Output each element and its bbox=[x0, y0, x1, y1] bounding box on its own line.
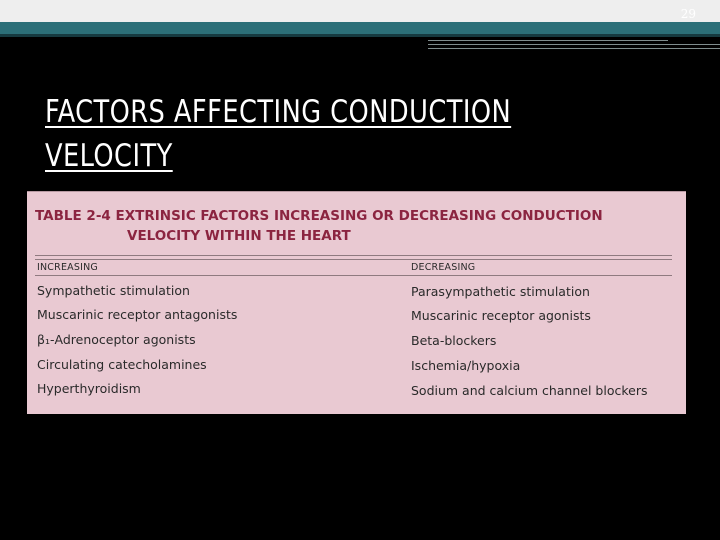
table-top-rule-2 bbox=[35, 259, 672, 260]
decreasing-item: Muscarinic receptor agonists bbox=[411, 308, 591, 323]
top-accent-lines bbox=[428, 38, 720, 50]
decreasing-item: Parasympathetic stimulation bbox=[411, 284, 590, 299]
increasing-item: Circulating catecholamines bbox=[37, 357, 207, 372]
column-header-increasing: INCREASING bbox=[37, 262, 98, 273]
table-header-rule bbox=[35, 275, 672, 276]
top-band-dark bbox=[0, 34, 720, 37]
increasing-item: Hyperthyroidism bbox=[37, 381, 141, 396]
top-band-teal bbox=[0, 22, 720, 34]
table-heading-line2: VELOCITY WITHIN THE HEART bbox=[127, 228, 351, 244]
column-header-decreasing: DECREASING bbox=[411, 262, 476, 273]
table-image bbox=[27, 191, 686, 414]
slide-number: 29 bbox=[680, 7, 696, 21]
table-heading bbox=[35, 206, 680, 246]
decreasing-item: Sodium and calcium channel blockers bbox=[411, 383, 648, 398]
increasing-item: Muscarinic receptor antagonists bbox=[37, 307, 238, 322]
increasing-item: Sympathetic stimulation bbox=[37, 283, 190, 298]
top-band-light bbox=[0, 0, 720, 22]
table-heading-line1: TABLE 2-4 EXTRINSIC FACTORS INCREASING OR DECREASING CONDUCTION bbox=[35, 208, 603, 224]
slide-title: FACTORS AFFECTING CONDUCTION VELOCITY bbox=[45, 94, 512, 174]
increasing-item: β₁-Adrenoceptor agonists bbox=[37, 332, 196, 347]
table-top-rule bbox=[35, 255, 672, 256]
decreasing-item: Ischemia/hypoxia bbox=[411, 358, 521, 373]
decreasing-item: Beta-blockers bbox=[411, 333, 497, 348]
